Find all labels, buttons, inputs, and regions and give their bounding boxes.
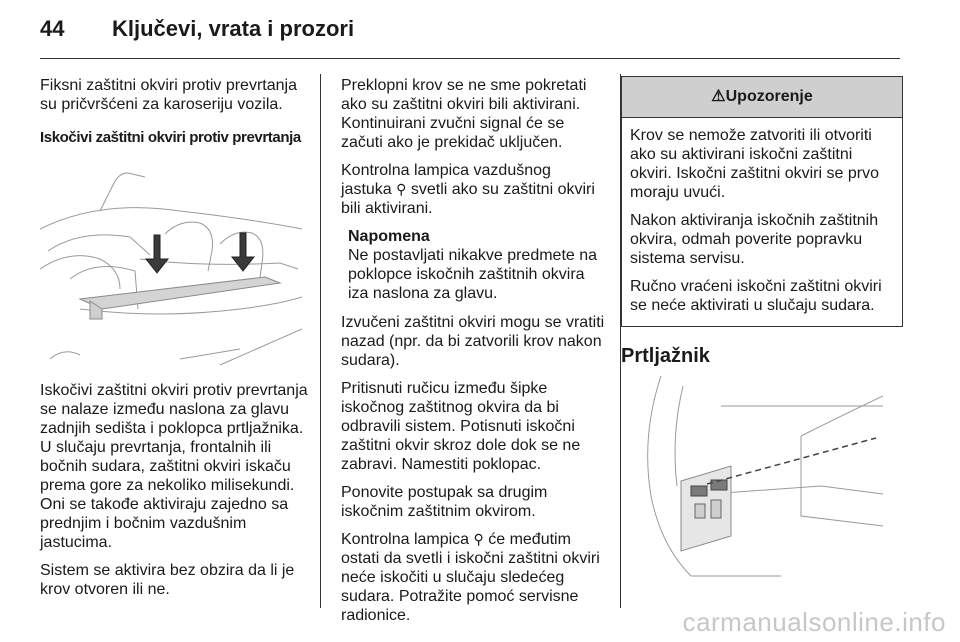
column-1 — [40, 76, 308, 608]
warning-box — [621, 76, 903, 327]
airbag-warning-icon: ⚲ — [473, 531, 484, 547]
warning-header — [622, 77, 902, 118]
warning-paragraph-2: Nakon aktiviranja iskočnih zaštitnih okvira, odmah poverite popravku sistema servisu. — [630, 212, 879, 267]
paragraph-activation: Sistem se aktivira bez obzira da li je krov otvoren ili ne. — [40, 562, 295, 598]
paragraph-unlock: Pritisnuti ručicu između šipke iskočnog zaštitnog okvira da bi odbravili sistem. Potisnuti iskočni zaštitni okvir skroz dole dok se ne zabravi. Namestiti poklopac. — [341, 380, 581, 473]
warning-title: Upozorenje — [725, 88, 813, 105]
page-number: 44 — [40, 16, 65, 41]
watermark: carmanualsonline.info — [682, 607, 946, 637]
note-title: Napomena — [348, 228, 430, 245]
paragraph-airbag-lamp — [341, 161, 605, 218]
airbag-lamp-text-before: Kontrolna lampica vazdušnog jastuka — [341, 162, 551, 198]
airbag-warning-icon: ⚲ — [396, 181, 407, 197]
lamp-text-after: će međutim ostati da svetli i iskočni zaštitni okviri neće iskočiti u slučaju sledećeg sudara. Potražite pomoć servisne radionice. — [341, 531, 600, 624]
chapter-title: Ključevi, vrata i prozori — [112, 16, 355, 41]
warning-paragraph-1: Krov se nemože zatvoriti ili otvoriti ako su aktivirani iskočni zaštitni okviri. Iskočni zaštitni okviri se prvo moraju uvući. — [630, 127, 879, 201]
note-text: Ne postavljati nikakve predmete na poklopce iskočnih zaštitnih okvira iza naslona za glavu. — [348, 247, 598, 302]
paragraph-location: Iskočivi zaštitni okviri protiv prevrtanja se nalaze između naslona za glavu zadnjih sedišta i poklopca prtljažnika. U slučaju prevrtanja, frontalnih ili bočnih sudara, zaštitni okviri iskaču prema gore za nekoliko milisekundi. Oni se takođe aktiviraju zajedno sa prednjim i bočnim vazdušnim jastucima. — [40, 382, 308, 551]
page-header — [40, 16, 354, 42]
note-box — [348, 227, 605, 303]
intro-paragraph: Fiksni zaštitni okviri protiv prevrtanja su pričvršćeni za karoseriju vozila. — [40, 77, 297, 113]
section-title: Prtljažnik — [621, 345, 710, 367]
paragraph-retract: Izvučeni zaštitni okviri mogu se vratiti nazad (npr. da bi zatvorili krov nakon sudara). — [341, 314, 605, 369]
paragraph-repeat: Ponovite postupak sa drugim iskočnim zaštitnim okvirom. — [341, 484, 548, 520]
rollbar-illustration — [40, 159, 302, 371]
column-3 — [621, 76, 901, 586]
warning-paragraph-3: Ručno vraćeni iskočni zaštitni okviri se neće aktivirati u slučaju sudara. — [630, 278, 882, 314]
trunk-illustration — [621, 376, 883, 586]
header-rule — [40, 58, 900, 59]
paragraph-roof: Preklopni krov se ne sme pokretati ako su zaštitni okviri bili aktivirani. Kontinuirani zvučni signal će se začuti ako je prekidač uključen. — [341, 77, 587, 151]
subheading: Iskočivi zaštitni okviri protiv prevrtanja — [40, 129, 301, 146]
warning-triangle-icon: ⚠ — [711, 88, 726, 105]
lamp-text-before: Kontrolna lampica — [341, 531, 474, 548]
paragraph-lamp-remains — [341, 530, 605, 625]
airbag-lamp-text-after: svetli ako su zaštitni okviri bili aktivirani. — [341, 181, 595, 217]
warning-body — [622, 118, 902, 326]
column-divider-1 — [320, 74, 321, 608]
column-2 — [341, 76, 605, 634]
